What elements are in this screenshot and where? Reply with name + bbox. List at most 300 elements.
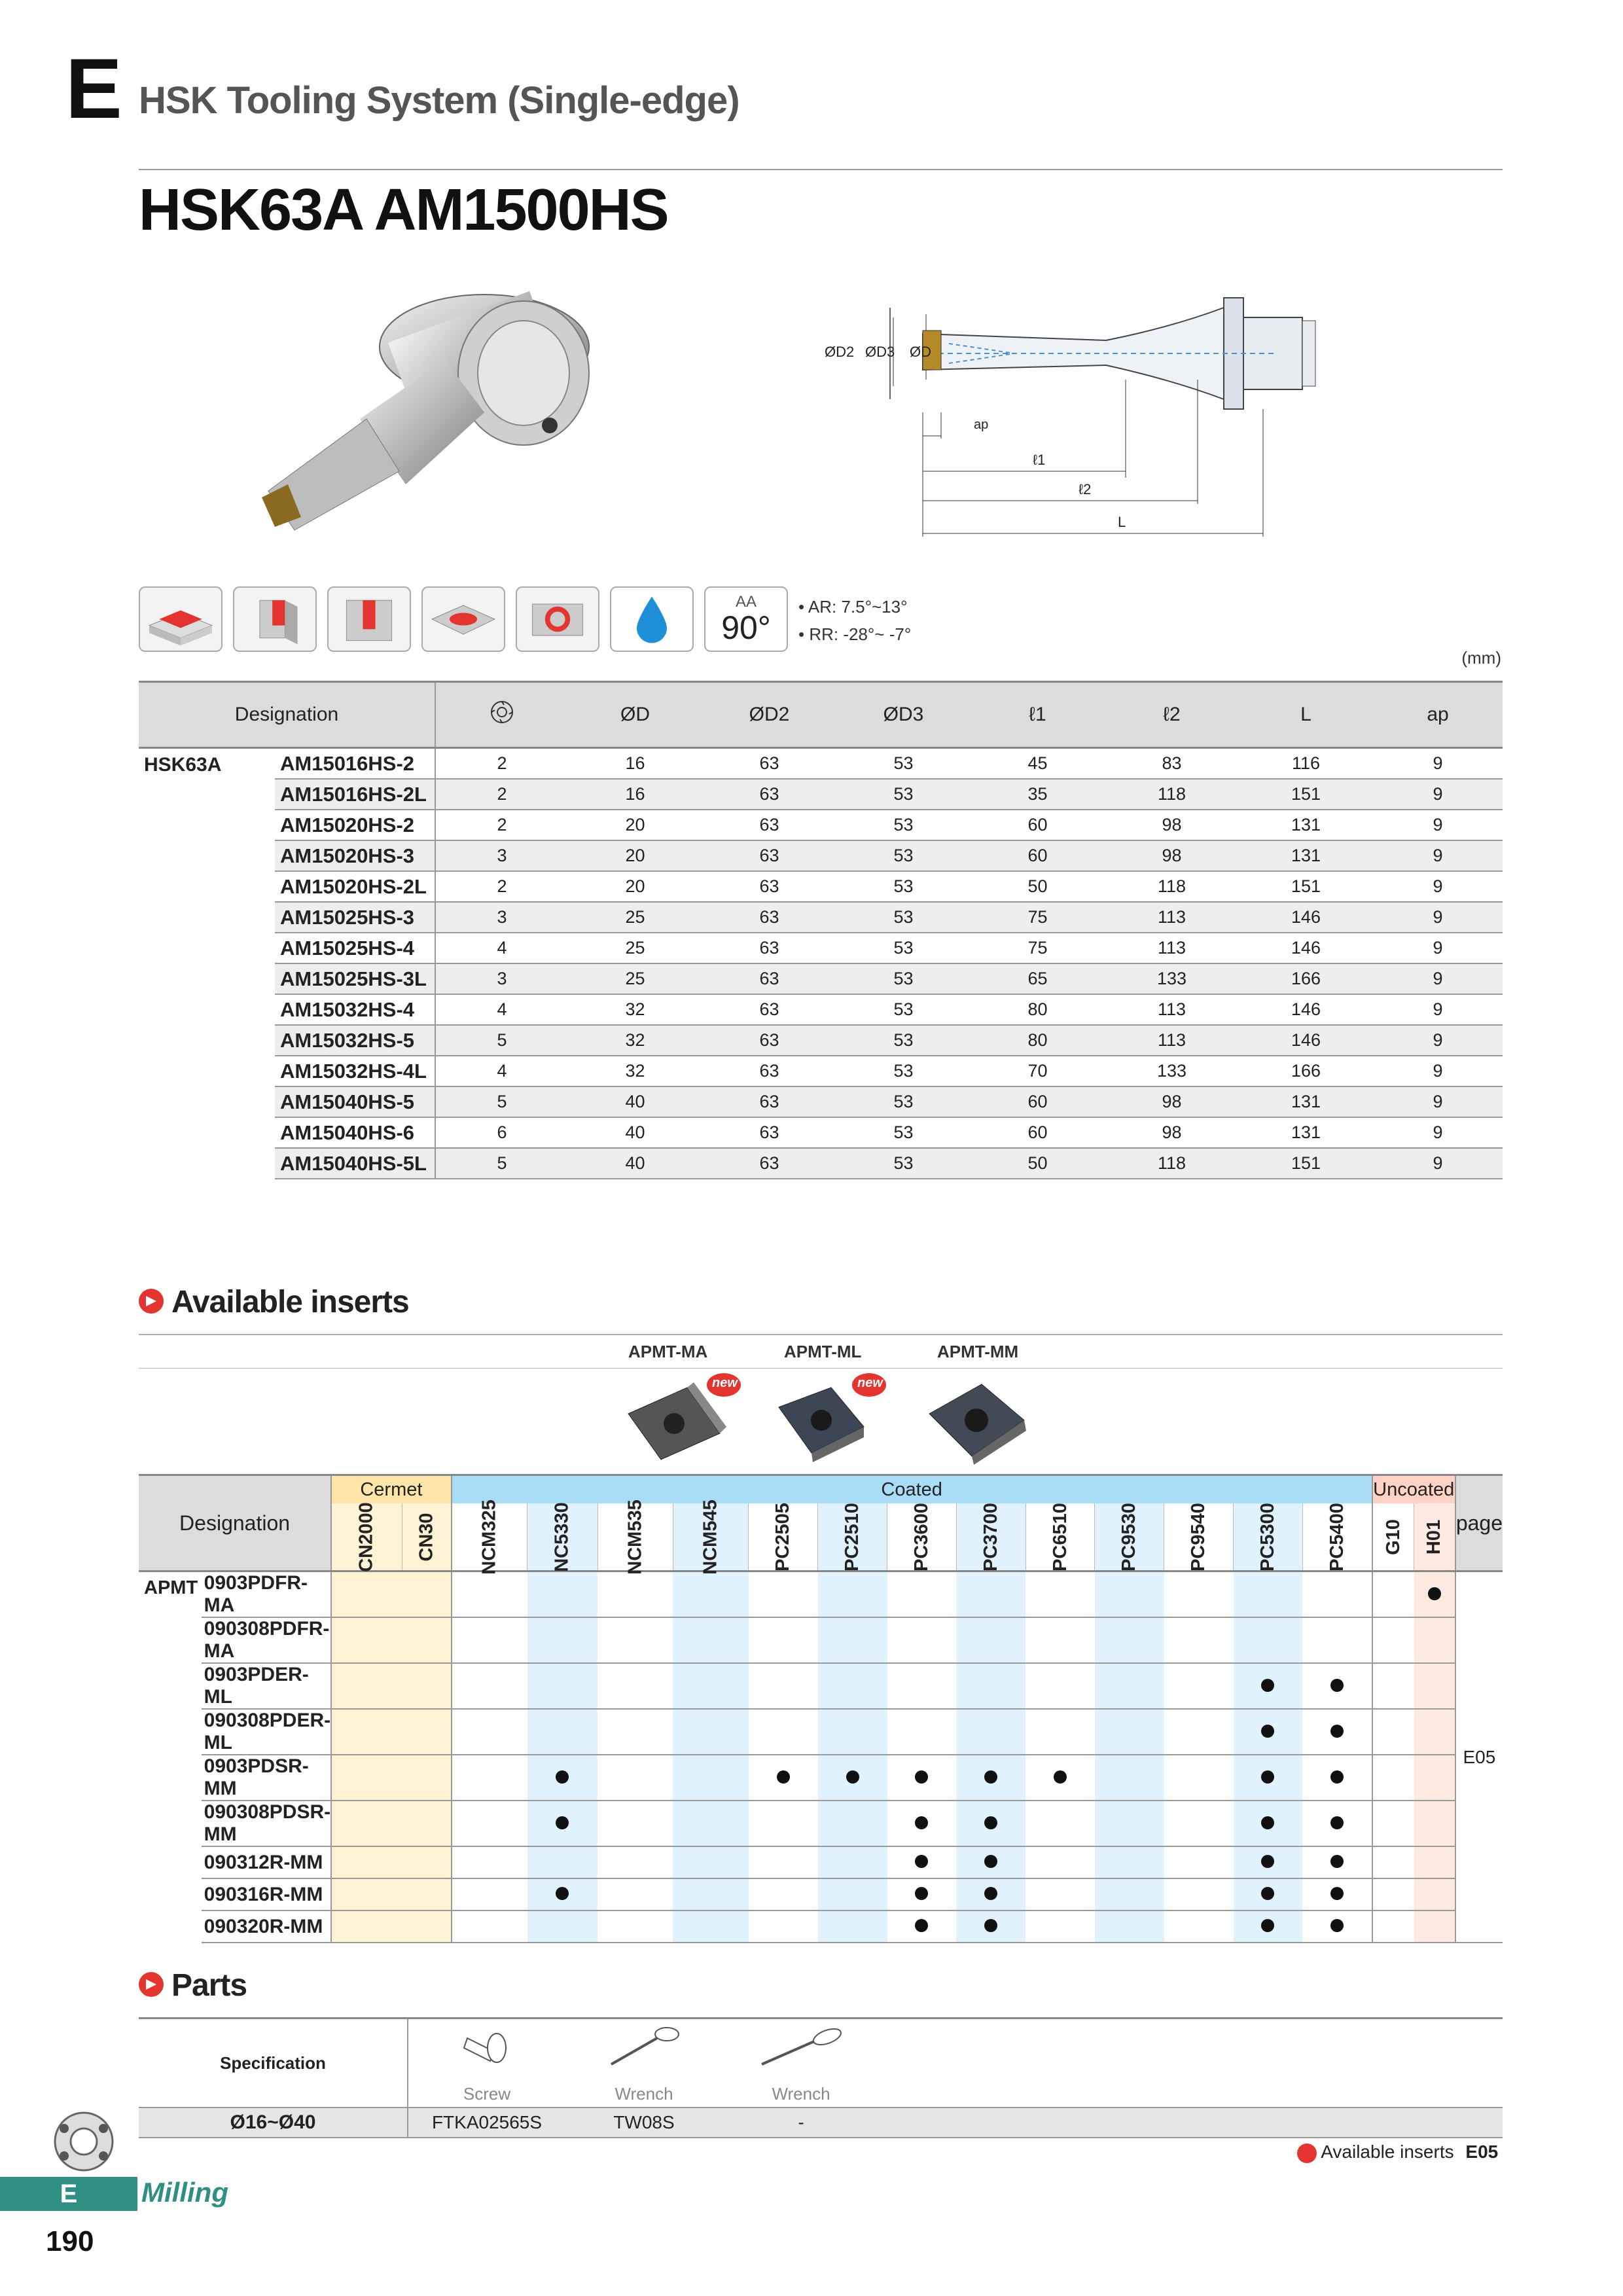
arrow-circle-icon (1297, 2144, 1317, 2163)
dim-label-ap: ap (974, 418, 989, 432)
available-inserts-link-label: Available inserts (1321, 2142, 1454, 2162)
grade-cell (1414, 1617, 1455, 1663)
inserts-col-page: page (1455, 1475, 1503, 1571)
cell-z: 2 (435, 810, 568, 840)
angle-notes (798, 593, 911, 648)
grade-cell (956, 1910, 1026, 1943)
table-row (139, 871, 1503, 902)
cell-d2: 63 (702, 1025, 836, 1056)
grade-cell (1164, 1617, 1234, 1663)
grade-g10 (1372, 1503, 1414, 1571)
insert-designation: 090308PDER-ML (202, 1709, 331, 1755)
dim-label-l2: ℓ2 (1079, 481, 1092, 497)
grade-cell (527, 1663, 597, 1709)
dim-label-d3: ØD3 (865, 344, 895, 360)
grade-label: PC6510 (1049, 1502, 1071, 1571)
availability-dot (1330, 1770, 1344, 1784)
grade-cell (673, 1910, 748, 1943)
availability-dot (556, 1887, 569, 1900)
grade-cell (1414, 1663, 1455, 1709)
cell-L: 131 (1239, 810, 1373, 840)
parts-spec-value: Ø16~Ø40 (139, 2108, 408, 2138)
inserts-divider (139, 1334, 1503, 1335)
table-row (139, 1117, 1503, 1148)
wrench-icon (755, 2025, 847, 2071)
angle-note-rr: • RR: -28°~ -7° (798, 624, 912, 644)
grade-cell (887, 1878, 957, 1910)
cell-d3: 53 (836, 840, 971, 871)
availability-dot (984, 1919, 997, 1932)
cell-ap: 9 (1373, 1117, 1503, 1148)
grade-cell (1164, 1878, 1234, 1910)
cell-d: 32 (568, 1056, 702, 1086)
cell-l1: 80 (971, 994, 1105, 1025)
grade-label: PC2510 (842, 1502, 863, 1571)
grade-cell (1414, 1846, 1455, 1878)
availability-dot (915, 1919, 928, 1932)
insert-row (139, 1910, 1503, 1943)
cell-z: 3 (435, 902, 568, 933)
grade-cell (452, 1571, 527, 1618)
designation-cell: AM15032HS-5 (275, 1025, 435, 1056)
grade-cell (818, 1571, 887, 1618)
cell-l2: 98 (1105, 1086, 1239, 1117)
insert-row (139, 1801, 1503, 1846)
grade-cell (452, 1755, 527, 1801)
available-inserts-link[interactable] (1297, 2142, 1498, 2163)
insert-row (139, 1878, 1503, 1910)
availability-dot (915, 1887, 928, 1900)
grade-cell (1095, 1801, 1164, 1846)
grade-cell (956, 1878, 1026, 1910)
grade-cell (1414, 1878, 1455, 1910)
footer-section-tab: E (0, 2177, 137, 2211)
cell-d: 25 (568, 963, 702, 994)
grade-cell (1164, 1846, 1234, 1878)
grade-pc2510 (818, 1503, 887, 1571)
availability-dot (1054, 1770, 1067, 1784)
grade-cell (818, 1801, 887, 1846)
cell-l2: 118 (1105, 779, 1239, 810)
availability-dot (556, 1816, 569, 1829)
insert-image-mm (916, 1374, 1047, 1466)
cell-L: 146 (1239, 994, 1373, 1025)
inserts-table (139, 1474, 1503, 1943)
grade-cell (1095, 1755, 1164, 1801)
cell-l2: 113 (1105, 902, 1239, 933)
cell-d3: 53 (836, 871, 971, 902)
table-row (139, 779, 1503, 810)
cell-z: 4 (435, 1056, 568, 1086)
cell-l2: 133 (1105, 1056, 1239, 1086)
cell-d: 40 (568, 1148, 702, 1179)
grade-label: PC5400 (1326, 1502, 1347, 1571)
new-badge-ml-text: new (857, 1376, 883, 1390)
cell-z: 3 (435, 840, 568, 871)
grade-cell (1302, 1755, 1372, 1801)
grade-cell (597, 1878, 673, 1910)
cell-d2: 63 (702, 748, 836, 780)
inserts-heading-text: Available inserts (171, 1285, 409, 1319)
grade-cell (1234, 1846, 1303, 1878)
part-label-wrench-2: Wrench (772, 2084, 830, 2104)
grade-cell (956, 1801, 1026, 1846)
availability-dot (1428, 1587, 1441, 1600)
cell-z: 3 (435, 963, 568, 994)
grade-cell (1095, 1846, 1164, 1878)
designation-cell: AM15032HS-4L (275, 1056, 435, 1086)
parts-spec-label: Specification (139, 2018, 408, 2108)
designation-cell: AM15020HS-2L (275, 871, 435, 902)
grade-cell (956, 1755, 1026, 1801)
grade-cell (1302, 1709, 1372, 1755)
grade-cell (818, 1709, 887, 1755)
grade-cell (452, 1910, 527, 1943)
grade-cell (1302, 1910, 1372, 1943)
grade-cell (887, 1910, 957, 1943)
cell-l2: 113 (1105, 933, 1239, 963)
cell-d2: 63 (702, 994, 836, 1025)
grade-cell (673, 1755, 748, 1801)
insert-row (139, 1755, 1503, 1801)
grade-pc9530 (1095, 1503, 1164, 1571)
designation-cell: AM15040HS-6 (275, 1117, 435, 1148)
availability-dot (984, 1770, 997, 1784)
grade-cell (1234, 1755, 1303, 1801)
grade-cell (331, 1617, 402, 1663)
cell-d2: 63 (702, 933, 836, 963)
cell-L: 166 (1239, 1056, 1373, 1086)
grade-h01 (1414, 1503, 1455, 1571)
grade-nc5330 (527, 1503, 597, 1571)
col-l1: ℓ1 (971, 682, 1105, 748)
cell-z: 5 (435, 1148, 568, 1179)
availability-dot (915, 1770, 928, 1784)
insert-type-ma: APMT-MA (628, 1342, 708, 1361)
table-row (139, 963, 1503, 994)
shoulder-milling-icon (233, 586, 317, 652)
insert-designation: 0903PDSR-MM (202, 1755, 331, 1801)
table-row (139, 1025, 1503, 1056)
grade-cell (1302, 1878, 1372, 1910)
grade-label: PC9530 (1118, 1502, 1140, 1571)
grade-cell (331, 1755, 402, 1801)
cell-l1: 35 (971, 779, 1105, 810)
cell-d2: 63 (702, 1056, 836, 1086)
dim-label-L: L (1118, 514, 1126, 530)
cell-d: 25 (568, 902, 702, 933)
cell-L: 131 (1239, 1117, 1373, 1148)
grade-cell (402, 1846, 452, 1878)
cell-l1: 60 (971, 1117, 1105, 1148)
grade-cell (1026, 1846, 1095, 1878)
availability-dot (1330, 1919, 1344, 1932)
grade-cell (1164, 1663, 1234, 1709)
cell-d2: 63 (702, 1086, 836, 1117)
grade-pc6510 (1026, 1503, 1095, 1571)
cell-d3: 53 (836, 1056, 971, 1086)
grade-cell (818, 1910, 887, 1943)
insert-type-ml: APMT-ML (784, 1342, 862, 1361)
grade-cell (749, 1801, 818, 1846)
grade-cell (597, 1755, 673, 1801)
grade-cell (402, 1709, 452, 1755)
cell-d3: 53 (836, 902, 971, 933)
cell-d: 20 (568, 840, 702, 871)
col-L: L (1239, 682, 1373, 748)
cell-z: 4 (435, 933, 568, 963)
grade-cell (749, 1846, 818, 1878)
availability-dot (1261, 1725, 1274, 1738)
cell-ap: 9 (1373, 994, 1503, 1025)
grade-cell (597, 1709, 673, 1755)
arrow-circle-icon (139, 1289, 164, 1314)
grade-cell (887, 1755, 957, 1801)
coolant-icon (610, 586, 694, 652)
cell-d2: 63 (702, 1117, 836, 1148)
insert-designation: 090308PDSR-MM (202, 1801, 331, 1846)
grade-cell (597, 1663, 673, 1709)
insert-row (139, 1663, 1503, 1709)
grade-cell (527, 1709, 597, 1755)
angle-label: AA (735, 593, 757, 611)
dim-label-d2: ØD2 (825, 344, 855, 360)
availability-dot (777, 1770, 790, 1784)
new-badge-ml (851, 1372, 887, 1398)
cell-d2: 63 (702, 871, 836, 902)
inserts-heading (139, 1284, 409, 1320)
grade-cell (1164, 1755, 1234, 1801)
grade-cell (597, 1846, 673, 1878)
col-d3: ØD3 (836, 682, 971, 748)
grade-cell (527, 1878, 597, 1910)
grade-cell (887, 1571, 957, 1618)
grade-cell (673, 1709, 748, 1755)
designation-cell: AM15020HS-2 (275, 810, 435, 840)
cell-ap: 9 (1373, 810, 1503, 840)
grade-cell (331, 1663, 402, 1709)
cell-L: 151 (1239, 779, 1373, 810)
grade-cell (402, 1755, 452, 1801)
page-number: 190 (46, 2225, 94, 2257)
milling-cutter-icon (45, 2109, 123, 2174)
teeth-icon (489, 699, 515, 725)
availability-dot (1261, 1816, 1274, 1829)
grade-label: NCM325 (478, 1499, 500, 1575)
new-badge-ma-text: new (712, 1376, 738, 1390)
cell-d2: 63 (702, 779, 836, 810)
cell-L: 151 (1239, 1148, 1373, 1179)
angle-box (704, 586, 788, 652)
grade-cell (1095, 1878, 1164, 1910)
grade-cell (1026, 1755, 1095, 1801)
grade-cell (1372, 1663, 1414, 1709)
grade-cell (1234, 1617, 1303, 1663)
grade-cell (1026, 1801, 1095, 1846)
grade-cell (673, 1878, 748, 1910)
table-row (139, 994, 1503, 1025)
grade-cell (956, 1663, 1026, 1709)
cell-ap: 9 (1373, 748, 1503, 780)
cell-l2: 113 (1105, 1025, 1239, 1056)
cell-L: 116 (1239, 748, 1373, 780)
table-row (139, 1086, 1503, 1117)
designation-cell: AM15025HS-3L (275, 963, 435, 994)
cell-d: 32 (568, 1025, 702, 1056)
availability-dot (915, 1816, 928, 1829)
grade-cell (1234, 1801, 1303, 1846)
table-row (139, 840, 1503, 871)
screw-image (408, 2018, 565, 2082)
grade-cell (887, 1663, 957, 1709)
availability-dot (1330, 1679, 1344, 1692)
grade-cell (749, 1617, 818, 1663)
cell-l2: 83 (1105, 748, 1239, 780)
grade-cell (402, 1878, 452, 1910)
grade-cell (1302, 1801, 1372, 1846)
designation-cell: AM15016HS-2L (275, 779, 435, 810)
cell-l2: 118 (1105, 1148, 1239, 1179)
col-d: ØD (568, 682, 702, 748)
cell-d: 25 (568, 933, 702, 963)
grade-cell (749, 1878, 818, 1910)
table-row (139, 748, 1503, 780)
cell-ap: 9 (1373, 1056, 1503, 1086)
grade-label: CN2000 (355, 1501, 377, 1572)
wrench-image-1 (565, 2018, 722, 2082)
part-value-wrench-2: - (722, 2108, 880, 2138)
grade-cell (527, 1571, 597, 1618)
cell-d3: 53 (836, 748, 971, 780)
grade-cell (887, 1709, 957, 1755)
cell-ap: 9 (1373, 779, 1503, 810)
grade-cell (818, 1878, 887, 1910)
technical-drawing (818, 281, 1342, 543)
grade-cell (527, 1755, 597, 1801)
availability-dot (1261, 1919, 1274, 1932)
availability-dot (984, 1887, 997, 1900)
cell-d3: 53 (836, 933, 971, 963)
cell-L: 146 (1239, 933, 1373, 963)
angle-note-ar: • AR: 7.5°~13° (798, 597, 908, 617)
grade-cell (673, 1571, 748, 1618)
dim-label-l1: ℓ1 (1033, 452, 1046, 468)
pocketing-icon (421, 586, 505, 652)
grade-cell (402, 1617, 452, 1663)
availability-dot (846, 1770, 859, 1784)
grade-cell (1026, 1878, 1095, 1910)
grade-pc3700 (956, 1503, 1026, 1571)
parts-table (139, 2017, 1503, 2138)
availability-dot (556, 1770, 569, 1784)
grade-pc2505 (749, 1503, 818, 1571)
availability-dot (1261, 1679, 1274, 1692)
cell-z: 6 (435, 1117, 568, 1148)
grade-group-cermet: Cermet (331, 1475, 452, 1504)
cell-ap: 9 (1373, 933, 1503, 963)
grade-label: CN30 (416, 1512, 437, 1562)
designation-cell: AM15040HS-5 (275, 1086, 435, 1117)
cell-z: 2 (435, 871, 568, 902)
parts-heading-text: Parts (171, 1968, 247, 2003)
grade-cell (597, 1571, 673, 1618)
cell-l1: 60 (971, 810, 1105, 840)
grade-cell (673, 1663, 748, 1709)
helical-milling-icon (516, 586, 599, 652)
grade-cell (1234, 1709, 1303, 1755)
cell-l1: 60 (971, 1086, 1105, 1117)
designation-cell: AM15032HS-4 (275, 994, 435, 1025)
insert-designation: 090312R-MM (202, 1846, 331, 1878)
wrench-icon (605, 2025, 683, 2071)
cell-d: 40 (568, 1086, 702, 1117)
designation-cell: AM15040HS-5L (275, 1148, 435, 1179)
grade-label: PC2505 (772, 1502, 794, 1571)
grade-cell (527, 1846, 597, 1878)
grade-cell (1164, 1801, 1234, 1846)
grade-cell (331, 1801, 402, 1846)
face-milling-icon (139, 586, 223, 652)
cell-d: 16 (568, 748, 702, 780)
grade-cell (749, 1663, 818, 1709)
cell-z: 5 (435, 1086, 568, 1117)
section-letter: E (65, 41, 122, 136)
grade-cell (452, 1663, 527, 1709)
grade-cell (818, 1617, 887, 1663)
cell-l1: 50 (971, 871, 1105, 902)
cell-d2: 63 (702, 810, 836, 840)
designation-cell: AM15025HS-4 (275, 933, 435, 963)
grade-cell (956, 1709, 1026, 1755)
cell-d3: 53 (836, 1148, 971, 1179)
grade-cell (1095, 1910, 1164, 1943)
col-designation: Designation (139, 682, 435, 748)
grade-cell (402, 1663, 452, 1709)
grade-cell (1026, 1617, 1095, 1663)
part-value-screw: FTKA02565S (408, 2108, 565, 2138)
insert-row (139, 1571, 1503, 1618)
grade-cell (818, 1663, 887, 1709)
cell-d: 40 (568, 1117, 702, 1148)
grade-cell (402, 1910, 452, 1943)
grade-cell (597, 1910, 673, 1943)
grade-group-coated: Coated (452, 1475, 1372, 1504)
grade-cell (749, 1910, 818, 1943)
grade-cell (1414, 1801, 1455, 1846)
grade-cell (673, 1846, 748, 1878)
availability-dot (1261, 1770, 1274, 1784)
cell-ap: 9 (1373, 1025, 1503, 1056)
cell-L: 151 (1239, 871, 1373, 902)
group-label: HSK63A (144, 754, 222, 776)
grade-cell (749, 1571, 818, 1618)
cell-l2: 118 (1105, 871, 1239, 902)
grade-cell (887, 1801, 957, 1846)
grade-cell (956, 1846, 1026, 1878)
insert-page-ref[interactable]: E05 (1455, 1571, 1503, 1943)
grade-cell (452, 1801, 527, 1846)
grade-pc3600 (887, 1503, 957, 1571)
cell-d2: 63 (702, 902, 836, 933)
grade-cell (887, 1846, 957, 1878)
product-photo (249, 275, 615, 537)
cell-l2: 98 (1105, 840, 1239, 871)
insert-designation: 090320R-MM (202, 1910, 331, 1943)
cell-d3: 53 (836, 1025, 971, 1056)
availability-dot (1261, 1855, 1274, 1868)
product-title: HSK63A AM1500HS (139, 177, 668, 243)
col-teeth (435, 682, 568, 748)
